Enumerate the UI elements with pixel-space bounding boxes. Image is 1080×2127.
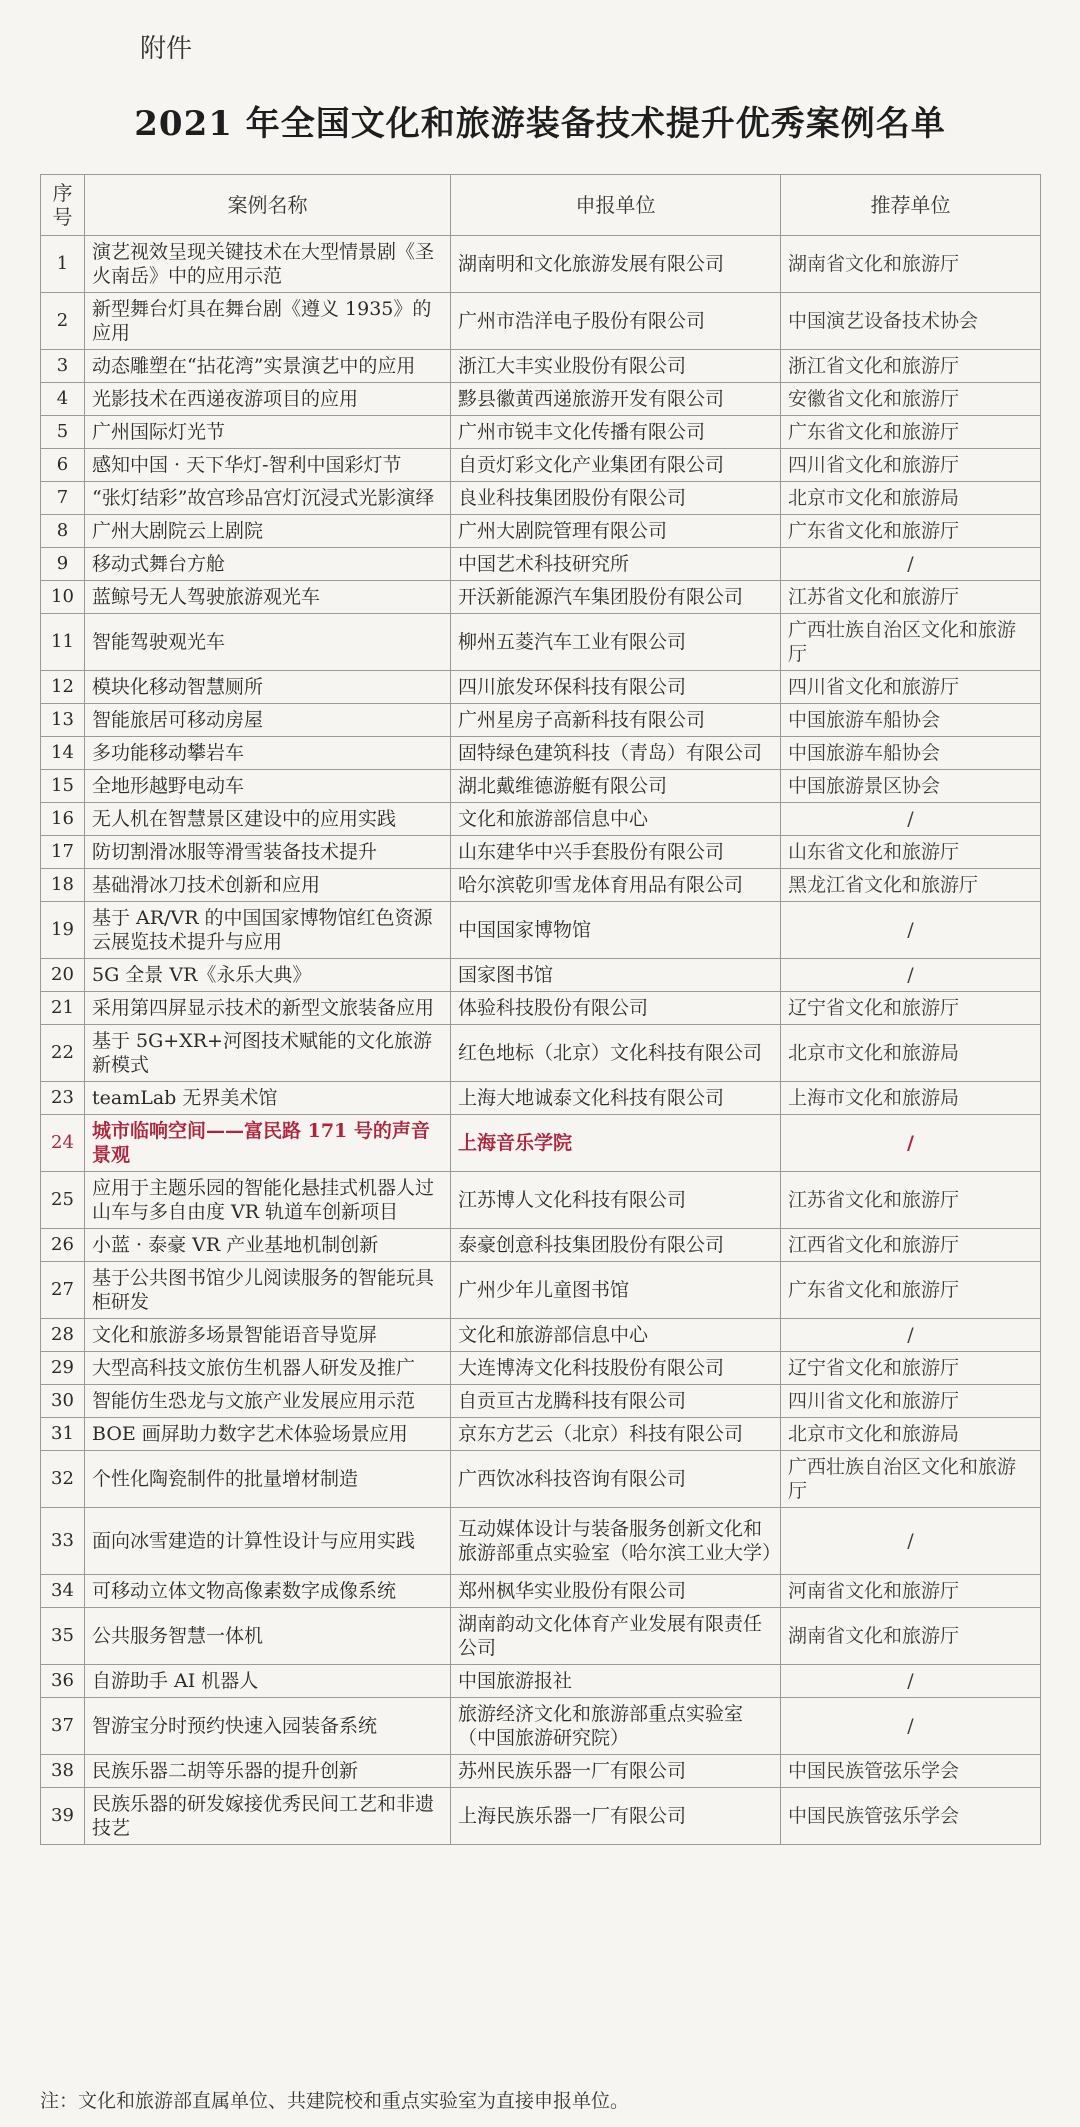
cell-no: 23 bbox=[41, 1082, 85, 1115]
column-header-no: 序号 bbox=[41, 175, 85, 236]
cell-applicant: 上海大地诚泰文化科技有限公司 bbox=[451, 1082, 781, 1115]
cell-applicant: 广西饮冰科技咨询有限公司 bbox=[451, 1451, 781, 1508]
cell-no: 22 bbox=[41, 1025, 85, 1082]
table-row bbox=[41, 350, 1041, 383]
cell-recommender: 北京市文化和旅游局 bbox=[781, 1418, 1041, 1451]
cell-recommender: / bbox=[781, 959, 1041, 992]
cell-recommender: 中国民族管弦乐学会 bbox=[781, 1755, 1041, 1788]
table-row bbox=[41, 1451, 1041, 1508]
cell-recommender: 江苏省文化和旅游厅 bbox=[781, 1172, 1041, 1229]
table-row bbox=[41, 614, 1041, 671]
cell-case-name: 大型高科技文旅仿生机器人研发及推广 bbox=[85, 1352, 451, 1385]
table-row bbox=[41, 1608, 1041, 1665]
cell-case-name: 广州大剧院云上剧院 bbox=[85, 515, 451, 548]
cell-case-name: 民族乐器二胡等乐器的提升创新 bbox=[85, 1755, 451, 1788]
cell-applicant: 苏州民族乐器一厂有限公司 bbox=[451, 1755, 781, 1788]
table-row bbox=[41, 1698, 1041, 1755]
cell-recommender: 中国民族管弦乐学会 bbox=[781, 1788, 1041, 1845]
table-row bbox=[41, 482, 1041, 515]
cell-no: 12 bbox=[41, 671, 85, 704]
cell-case-name: 个性化陶瓷制件的批量增材制造 bbox=[85, 1451, 451, 1508]
cell-no: 19 bbox=[41, 902, 85, 959]
cell-recommender: 四川省文化和旅游厅 bbox=[781, 671, 1041, 704]
cell-recommender: 中国演艺设备技术协会 bbox=[781, 293, 1041, 350]
cell-no: 33 bbox=[41, 1508, 85, 1575]
cell-applicant: 开沃新能源汽车集团股份有限公司 bbox=[451, 581, 781, 614]
cell-recommender: 安徽省文化和旅游厅 bbox=[781, 383, 1041, 416]
table-row bbox=[41, 548, 1041, 581]
cell-no: 39 bbox=[41, 1788, 85, 1845]
cell-case-name: 多功能移动攀岩车 bbox=[85, 737, 451, 770]
cell-recommender: 湖南省文化和旅游厅 bbox=[781, 236, 1041, 293]
cell-case-name: 全地形越野电动车 bbox=[85, 770, 451, 803]
cell-recommender: 山东省文化和旅游厅 bbox=[781, 836, 1041, 869]
page-title: 2021 年全国文化和旅游装备技术提升优秀案例名单 bbox=[134, 104, 946, 144]
cell-recommender: 中国旅游景区协会 bbox=[781, 770, 1041, 803]
table-row bbox=[41, 770, 1041, 803]
cell-applicant: 广州少年儿童图书馆 bbox=[451, 1262, 781, 1319]
cell-case-name: 蓝鲸号无人驾驶旅游观光车 bbox=[85, 581, 451, 614]
cell-applicant: 上海民族乐器一厂有限公司 bbox=[451, 1788, 781, 1845]
cell-case-name: “张灯结彩”故宫珍品宫灯沉浸式光影演绎 bbox=[85, 482, 451, 515]
cell-case-name: 演艺视效呈现关键技术在大型情景剧《圣火南岳》中的应用示范 bbox=[85, 236, 451, 293]
cell-case-name: 智能驾驶观光车 bbox=[85, 614, 451, 671]
table-row bbox=[41, 836, 1041, 869]
cell-applicant: 文化和旅游部信息中心 bbox=[451, 1319, 781, 1352]
cell-applicant: 浙江大丰实业股份有限公司 bbox=[451, 350, 781, 383]
cell-no: 30 bbox=[41, 1385, 85, 1418]
column-header-name: 案例名称 bbox=[85, 175, 451, 236]
cell-applicant: 湖南韵动文化体育产业发展有限责任公司 bbox=[451, 1608, 781, 1665]
cell-case-name: 新型舞台灯具在舞台剧《遵义 1935》的应用 bbox=[85, 293, 451, 350]
cell-case-name: 动态雕塑在“拈花湾”实景演艺中的应用 bbox=[85, 350, 451, 383]
cell-no: 14 bbox=[41, 737, 85, 770]
cell-case-name: 基于 5G+XR+河图技术赋能的文化旅游新模式 bbox=[85, 1025, 451, 1082]
cell-applicant: 广州市浩洋电子股份有限公司 bbox=[451, 293, 781, 350]
cell-case-name: 面向冰雪建造的计算性设计与应用实践 bbox=[85, 1508, 451, 1575]
cell-recommender: 浙江省文化和旅游厅 bbox=[781, 350, 1041, 383]
cell-no: 11 bbox=[41, 614, 85, 671]
cell-case-name: 光影技术在西递夜游项目的应用 bbox=[85, 383, 451, 416]
cell-case-name: 智能旅居可移动房屋 bbox=[85, 704, 451, 737]
table-row bbox=[41, 1665, 1041, 1698]
cell-case-name: 文化和旅游多场景智能语音导览屏 bbox=[85, 1319, 451, 1352]
cell-no: 7 bbox=[41, 482, 85, 515]
cell-case-name: 防切割滑冰服等滑雪装备技术提升 bbox=[85, 836, 451, 869]
table-row bbox=[41, 1262, 1041, 1319]
table-row bbox=[41, 293, 1041, 350]
cell-case-name: 小蓝 · 泰豪 VR 产业基地机制创新 bbox=[85, 1229, 451, 1262]
cell-applicant: 柳州五菱汽车工业有限公司 bbox=[451, 614, 781, 671]
cell-recommender: / bbox=[781, 1508, 1041, 1575]
table-row bbox=[41, 1418, 1041, 1451]
cell-recommender: 广东省文化和旅游厅 bbox=[781, 515, 1041, 548]
cell-recommender: 北京市文化和旅游局 bbox=[781, 482, 1041, 515]
cell-recommender: 河南省文化和旅游厅 bbox=[781, 1575, 1041, 1608]
cell-no: 16 bbox=[41, 803, 85, 836]
table-row bbox=[41, 1025, 1041, 1082]
cell-no: 2 bbox=[41, 293, 85, 350]
cell-recommender: / bbox=[781, 1665, 1041, 1698]
table-row bbox=[41, 803, 1041, 836]
cell-recommender: 中国旅游车船协会 bbox=[781, 737, 1041, 770]
table-row bbox=[41, 704, 1041, 737]
table-row bbox=[41, 383, 1041, 416]
cell-recommender: 黑龙江省文化和旅游厅 bbox=[781, 869, 1041, 902]
cell-recommender: / bbox=[781, 803, 1041, 836]
cell-no: 25 bbox=[41, 1172, 85, 1229]
cell-recommender: 江苏省文化和旅游厅 bbox=[781, 581, 1041, 614]
table-row bbox=[41, 992, 1041, 1025]
cell-no: 27 bbox=[41, 1262, 85, 1319]
cell-applicant: 郑州枫华实业股份有限公司 bbox=[451, 1575, 781, 1608]
cell-recommender: 上海市文化和旅游局 bbox=[781, 1082, 1041, 1115]
column-header-applicant: 申报单位 bbox=[451, 175, 781, 236]
cell-no: 15 bbox=[41, 770, 85, 803]
cell-applicant: 泰豪创意科技集团股份有限公司 bbox=[451, 1229, 781, 1262]
cell-applicant: 中国艺术科技研究所 bbox=[451, 548, 781, 581]
column-header-recommender: 推荐单位 bbox=[781, 175, 1041, 236]
cell-case-name: 感知中国 · 天下华灯-智利中国彩灯节 bbox=[85, 449, 451, 482]
cell-recommender: 广西壮族自治区文化和旅游厅 bbox=[781, 1451, 1041, 1508]
cell-recommender: 四川省文化和旅游厅 bbox=[781, 1385, 1041, 1418]
cell-case-name: 模块化移动智慧厕所 bbox=[85, 671, 451, 704]
table-row bbox=[41, 1508, 1041, 1575]
cell-no: 29 bbox=[41, 1352, 85, 1385]
cell-case-name: 广州国际灯光节 bbox=[85, 416, 451, 449]
cell-applicant: 京东方艺云（北京）科技有限公司 bbox=[451, 1418, 781, 1451]
footnote: 注：文化和旅游部直属单位、共建院校和重点实验室为直接申报单位。 bbox=[40, 2090, 630, 2112]
cell-recommender: / bbox=[781, 1698, 1041, 1755]
table-row bbox=[41, 1575, 1041, 1608]
attachment-label: 附件 bbox=[140, 34, 193, 64]
cell-recommender: / bbox=[781, 1115, 1041, 1172]
cell-no: 8 bbox=[41, 515, 85, 548]
cell-case-name: 5G 全景 VR《永乐大典》 bbox=[85, 959, 451, 992]
table-row bbox=[41, 959, 1041, 992]
cell-applicant: 江苏博人文化科技有限公司 bbox=[451, 1172, 781, 1229]
table-row bbox=[41, 671, 1041, 704]
cell-applicant: 湖南明和文化旅游发展有限公司 bbox=[451, 236, 781, 293]
cell-case-name: 民族乐器的研发嫁接优秀民间工艺和非遗技艺 bbox=[85, 1788, 451, 1845]
cell-case-name: 移动式舞台方舱 bbox=[85, 548, 451, 581]
cell-applicant: 中国旅游报社 bbox=[451, 1665, 781, 1698]
cell-applicant: 良业科技集团股份有限公司 bbox=[451, 482, 781, 515]
table-row bbox=[41, 515, 1041, 548]
cell-no: 18 bbox=[41, 869, 85, 902]
cell-applicant: 国家图书馆 bbox=[451, 959, 781, 992]
cell-applicant: 自贡灯彩文化产业集团有限公司 bbox=[451, 449, 781, 482]
cell-applicant: 中国国家博物馆 bbox=[451, 902, 781, 959]
table-row bbox=[41, 416, 1041, 449]
cell-case-name: 应用于主题乐园的智能化悬挂式机器人过山车与多自由度 VR 轨道车创新项目 bbox=[85, 1172, 451, 1229]
table-row bbox=[41, 869, 1041, 902]
cell-no: 31 bbox=[41, 1418, 85, 1451]
cell-no: 37 bbox=[41, 1698, 85, 1755]
cell-recommender: 广东省文化和旅游厅 bbox=[781, 1262, 1041, 1319]
cell-applicant: 哈尔滨乾卯雪龙体育用品有限公司 bbox=[451, 869, 781, 902]
cell-no: 10 bbox=[41, 581, 85, 614]
cell-no: 26 bbox=[41, 1229, 85, 1262]
cell-no: 35 bbox=[41, 1608, 85, 1665]
cell-no: 20 bbox=[41, 959, 85, 992]
table-row bbox=[41, 581, 1041, 614]
cell-recommender: 湖南省文化和旅游厅 bbox=[781, 1608, 1041, 1665]
cell-case-name: 基于 AR/VR 的中国国家博物馆红色资源云展览技术提升与应用 bbox=[85, 902, 451, 959]
cell-case-name: 智能仿生恐龙与文旅产业发展应用示范 bbox=[85, 1385, 451, 1418]
cell-applicant: 固特绿色建筑科技（青岛）有限公司 bbox=[451, 737, 781, 770]
table-row bbox=[41, 737, 1041, 770]
cell-no: 13 bbox=[41, 704, 85, 737]
cell-no: 3 bbox=[41, 350, 85, 383]
cell-recommender: / bbox=[781, 548, 1041, 581]
cell-no: 36 bbox=[41, 1665, 85, 1698]
cell-no: 4 bbox=[41, 383, 85, 416]
cell-applicant: 文化和旅游部信息中心 bbox=[451, 803, 781, 836]
cell-no: 32 bbox=[41, 1451, 85, 1508]
case-list-table bbox=[40, 174, 1041, 1845]
cell-no: 21 bbox=[41, 992, 85, 1025]
cell-recommender: 北京市文化和旅游局 bbox=[781, 1025, 1041, 1082]
cell-no: 24 bbox=[41, 1115, 85, 1172]
cell-applicant: 四川旅发环保科技有限公司 bbox=[451, 671, 781, 704]
cell-recommender: 四川省文化和旅游厅 bbox=[781, 449, 1041, 482]
cell-case-name: 智游宝分时预约快速入园装备系统 bbox=[85, 1698, 451, 1755]
table-row bbox=[41, 1229, 1041, 1262]
cell-no: 17 bbox=[41, 836, 85, 869]
table-row bbox=[41, 1352, 1041, 1385]
cell-case-name: 基于公共图书馆少儿阅读服务的智能玩具柜研发 bbox=[85, 1262, 451, 1319]
table-row bbox=[41, 1082, 1041, 1115]
cell-case-name: 城市临响空间——富民路 171 号的声音景观 bbox=[85, 1115, 451, 1172]
cell-no: 28 bbox=[41, 1319, 85, 1352]
table-row bbox=[41, 902, 1041, 959]
cell-applicant: 湖北戴维德游艇有限公司 bbox=[451, 770, 781, 803]
cell-no: 9 bbox=[41, 548, 85, 581]
cell-no: 1 bbox=[41, 236, 85, 293]
cell-case-name: teamLab 无界美术馆 bbox=[85, 1082, 451, 1115]
cell-case-name: BOE 画屏助力数字艺术体验场景应用 bbox=[85, 1418, 451, 1451]
cell-applicant: 广州大剧院管理有限公司 bbox=[451, 515, 781, 548]
cell-applicant: 上海音乐学院 bbox=[451, 1115, 781, 1172]
cell-no: 5 bbox=[41, 416, 85, 449]
cell-recommender: 中国旅游车船协会 bbox=[781, 704, 1041, 737]
cell-recommender: / bbox=[781, 902, 1041, 959]
cell-applicant: 互动媒体设计与装备服务创新文化和旅游部重点实验室（哈尔滨工业大学） bbox=[451, 1508, 781, 1575]
cell-applicant: 广州星房子高新科技有限公司 bbox=[451, 704, 781, 737]
cell-applicant: 体验科技股份有限公司 bbox=[451, 992, 781, 1025]
cell-applicant: 红色地标（北京）文化科技有限公司 bbox=[451, 1025, 781, 1082]
cell-case-name: 基础滑冰刀技术创新和应用 bbox=[85, 869, 451, 902]
cell-case-name: 采用第四屏显示技术的新型文旅装备应用 bbox=[85, 992, 451, 1025]
cell-recommender: 辽宁省文化和旅游厅 bbox=[781, 992, 1041, 1025]
table-row bbox=[41, 1172, 1041, 1229]
cell-no: 6 bbox=[41, 449, 85, 482]
cell-case-name: 可移动立体文物高像素数字成像系统 bbox=[85, 1575, 451, 1608]
cell-applicant: 自贡亘古龙腾科技有限公司 bbox=[451, 1385, 781, 1418]
table-row bbox=[41, 236, 1041, 293]
table-row bbox=[41, 1385, 1041, 1418]
cell-recommender: / bbox=[781, 1319, 1041, 1352]
table-header-row bbox=[41, 175, 1041, 236]
cell-applicant: 旅游经济文化和旅游部重点实验室（中国旅游研究院） bbox=[451, 1698, 781, 1755]
cell-no: 34 bbox=[41, 1575, 85, 1608]
cell-applicant: 大连博涛文化科技股份有限公司 bbox=[451, 1352, 781, 1385]
cell-recommender: 广东省文化和旅游厅 bbox=[781, 416, 1041, 449]
cell-case-name: 公共服务智慧一体机 bbox=[85, 1608, 451, 1665]
cell-applicant: 山东建华中兴手套股份有限公司 bbox=[451, 836, 781, 869]
cell-recommender: 广西壮族自治区文化和旅游厅 bbox=[781, 614, 1041, 671]
cell-recommender: 江西省文化和旅游厅 bbox=[781, 1229, 1041, 1262]
cell-no: 38 bbox=[41, 1755, 85, 1788]
table-row bbox=[41, 1319, 1041, 1352]
cell-case-name: 无人机在智慧景区建设中的应用实践 bbox=[85, 803, 451, 836]
table-row bbox=[41, 1788, 1041, 1845]
table-row bbox=[41, 1755, 1041, 1788]
table-row bbox=[41, 449, 1041, 482]
table-row bbox=[41, 1115, 1041, 1172]
cell-case-name: 自游助手 AI 机器人 bbox=[85, 1665, 451, 1698]
cell-recommender: 辽宁省文化和旅游厅 bbox=[781, 1352, 1041, 1385]
cell-applicant: 黟县徽黄西递旅游开发有限公司 bbox=[451, 383, 781, 416]
cell-applicant: 广州市锐丰文化传播有限公司 bbox=[451, 416, 781, 449]
